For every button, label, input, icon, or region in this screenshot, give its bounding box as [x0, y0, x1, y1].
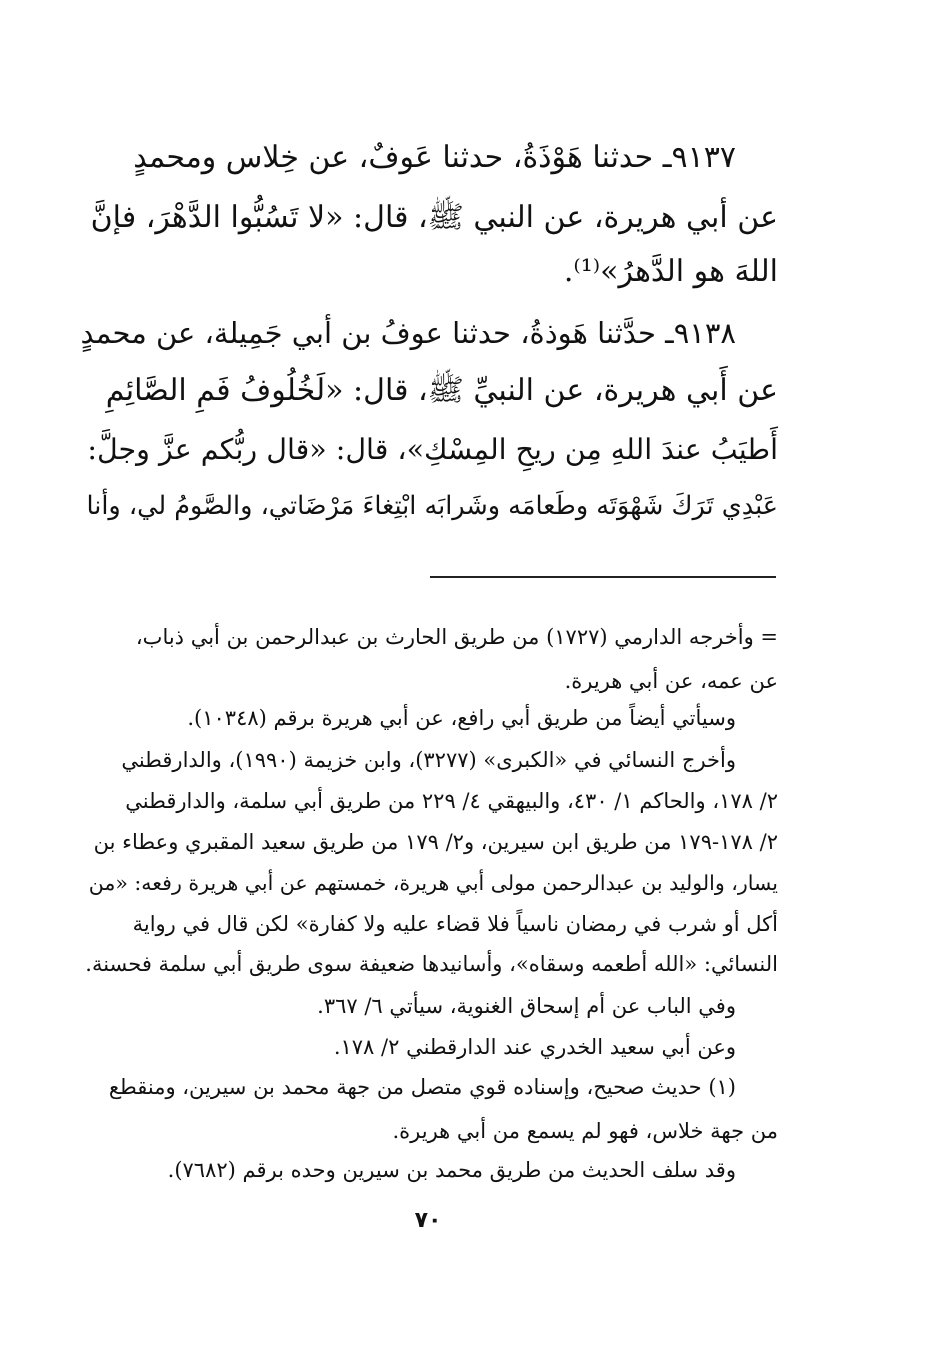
- hadith-9138-line-4: عَبْدِي تَرَكَ شَهْوَتَه وطَعامَه وشَرابَه ابْتِغاءَ مَرْضَاتي، والصَّومُ لي، وأنا: [86, 491, 778, 521]
- footnote-line: وسيأتي أيضاً من طريق أبي رافع، عن أبي هريرة برقم (١٠٣٤٨).: [187, 706, 736, 730]
- hadith-9137-line-3: اللهَ هو الدَّهرُ»⁽¹⁾.: [563, 254, 778, 289]
- footnote-line: وأخرج النسائي في «الكبرى» (٣٢٧٧)، وابن خزيمة (١٩٩٠)، والدارقطني: [121, 748, 736, 772]
- footnote-1-line: وقد سلف الحديث من طريق محمد بن سيرين وحده برقم (٧٦٨٢).: [167, 1158, 736, 1182]
- footnote-line: أكل أو شرب في رمضان ناسياً فلا قضاء عليه ولا كفارة» لكن قال في رواية: [132, 912, 778, 936]
- hadith-9137-line-1: ٩١٣٧ـ حدثنا هَوْذَةُ، حدثنا عَوفٌ، عن خِلاس ومحمدٍ: [133, 140, 736, 175]
- footnote-line: ٢/ ١٧٨-١٧٩ من طريق ابن سيرين، و٢/ ١٧٩ من طريق سعيد المقبري وعطاء بن: [93, 830, 778, 854]
- hadith-9138-line-1: ٩١٣٨ـ حدَّثنا هَوذةُ، حدثنا عوفُ بن أبي جَمِيلة، عن محمدٍ: [80, 316, 736, 350]
- footnote-line: يسار، والوليد بن عبدالرحمن مولى أبي هريرة، خمستهم عن أبي هريرة رفعه: «من: [88, 871, 778, 895]
- footnote-1-line: (١) حديث صحيح، وإسناده قوي متصل من جهة محمد بن سيرين، ومنقطع: [108, 1075, 736, 1099]
- footnote-line: ٢/ ١٧٨، والحاكم ١/ ٤٣٠، والبيهقي ٤/ ٢٢٩ من طريق أبي سلمة، والدارقطني: [125, 789, 778, 813]
- footnote-separator: [430, 576, 776, 578]
- book-page: [78, 0, 778, 1363]
- footnote-line: وفي الباب عن أم إسحاق الغنوية، سيأتي ٦/ ٣٦٧.: [317, 994, 736, 1018]
- hadith-9138-line-2: عن أَبي هريرة، عن النبيِّ ﷺ، قال: «لَخُلُوفُ فَمِ الصَّائِمِ: [105, 373, 778, 408]
- hadith-9137-line-2: عن أبي هريرة، عن النبي ﷺ، قال: «لا تَسُبُّوا الدَّهْرَ، فإنَّ: [90, 200, 778, 235]
- footnote-line: وعن أبي سعيد الخدري عند الدارقطني ٢/ ١٧٨.: [333, 1035, 736, 1059]
- footnote-line: النسائي: «الله أطعمه وسقاه»، وأسانيدها ضعيفة سوى طريق أبي سلمة فحسنة.: [85, 952, 778, 976]
- hadith-9138-line-3: أَطيَبُ عندَ اللهِ مِن ريحِ المِسْكِ»، قال: «قال ربُّكم عزَّ وجلَّ:: [87, 433, 778, 466]
- footnote-1-line: من جهة خلاس، فهو لم يسمع من أبي هريرة.: [392, 1119, 778, 1143]
- footnote-line: عن عمه، عن أبي هريرة.: [564, 669, 778, 693]
- footnote-line: = وأخرجه الدارمي (١٧٢٧) من طريق الحارث بن عبدالرحمن بن أبي ذباب،: [135, 625, 778, 649]
- page-number: ٧٠: [414, 1208, 442, 1233]
